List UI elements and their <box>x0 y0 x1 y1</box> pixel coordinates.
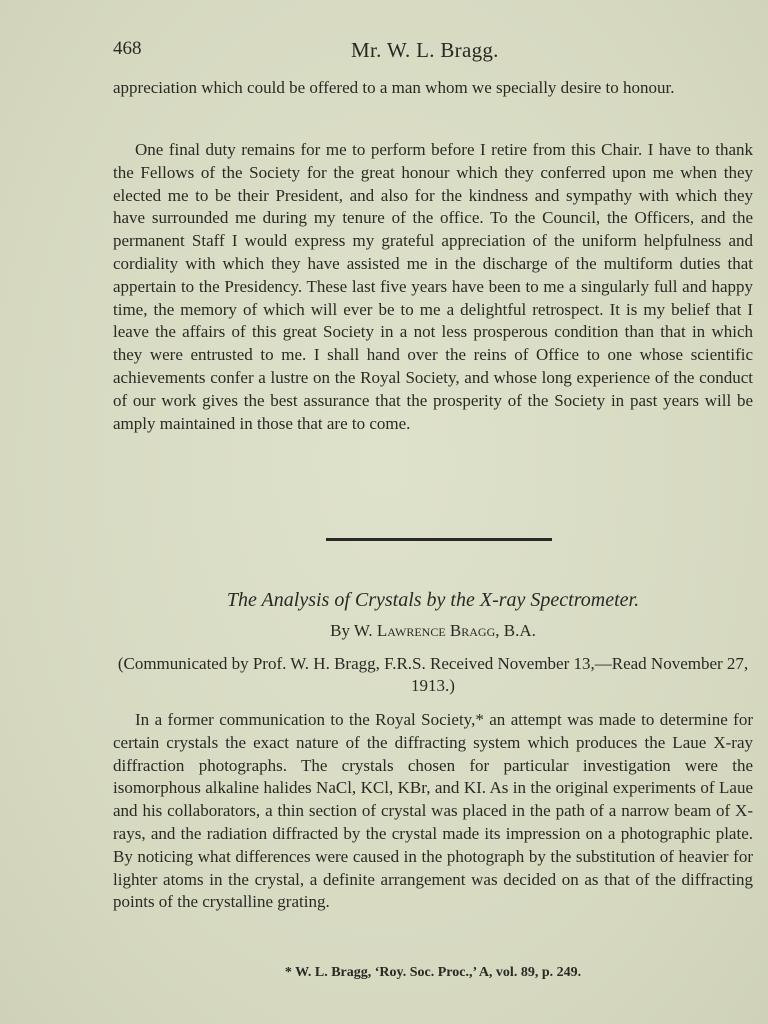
page-header <box>113 38 753 64</box>
byline-prefix: By W. <box>330 621 373 640</box>
article-byline <box>113 621 753 641</box>
footnote: * W. L. Bragg, ‘Roy. Soc. Proc.,’ A, vol. 89, p. 249. <box>284 965 582 980</box>
running-head: Mr. W. L. Bragg. <box>351 38 499 62</box>
paragraph-introduction: In a former communication to the Royal Society,* an attempt was made to determine for certain crystals the exact nature of the diffracting system which produces the Laue X-ray diffraction photographs. The crystals chosen for particular investigation were the isomorphous alkaline halides NaCl, KCl, KBr, and KI. As in the original experiments of Laue and his collaborators, a thin section of crystal was placed in the path of a narrow beam of X-rays, and the radiation diffracted by the crystal made its impression on a photographic plate. By noticing what differences were caused in the photograph by the substitution of heavier for lighter atoms in the crystal, a definite arrangement was decided on as that of the diffracting points of the crystalline grating. <box>113 710 753 912</box>
article-title: The Analysis of Crystals by the X-ray Spectrometer. <box>226 589 640 611</box>
paragraph-presidential-farewell: One final duty remains for me to perform before I retire from this Chair. I have to thank the Fellows of the Society for the great honour which they conferred upon me when they elected me to be their President, and also for the kindness and sympathy with which they have surrounded me during my tenure of the office. To the Council, the Officers, and the permanent Staff I would express my grateful appreciation of the uniform helpfulness and cordiality with which they have assisted me in the discharge of the multiform duties that appertain to the Presidency. These last five years have been to me a singularly full and happy time, the memory of which will ever be to me a delightful retrospect. It is my belief that I leave the affairs of this great Society in a not less prosperous condition than that in which they were entrusted to me. I shall hand over the reins of Office to one whose scientific achievements confer a lustre on the Royal Society, and whose long experience of the conduct of our work gives the best assurance that the prosperity of the Society in past years will be amply maintained in those that are to come. <box>113 140 753 433</box>
byline-author-name: Lawrence Bragg <box>376 621 496 640</box>
communication-note: (Communicated by Prof. W. H. Bragg, F.R.S. Received November 13,—Read November 27, 1913.) <box>117 654 749 695</box>
paragraph-continuation: appreciation which could be offered to a man whom we specially desire to honour. <box>113 78 675 97</box>
page-number: 468 <box>113 38 142 59</box>
section-divider <box>326 538 552 541</box>
byline-suffix: , B.A. <box>495 621 536 640</box>
